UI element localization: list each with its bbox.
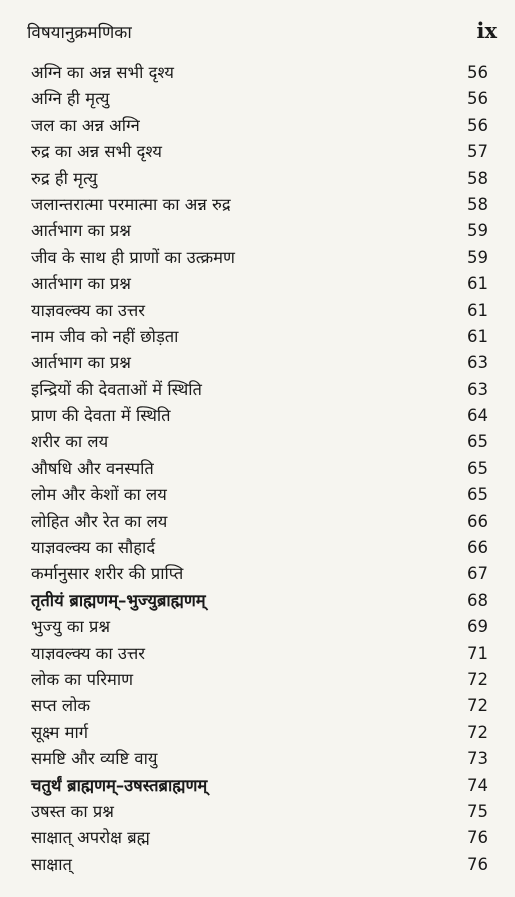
toc-entry: [0, 456, 515, 482]
toc-entry: [0, 271, 515, 297]
toc-entry-title: सूक्ष्म मार्ग: [31, 722, 89, 742]
toc-entry-page: 64: [467, 406, 488, 426]
toc-entry-page: 66: [467, 511, 488, 531]
toc-entry-title: आर्तभाग का प्रश्न: [31, 221, 131, 241]
toc-entry-page: 67: [467, 564, 488, 584]
page-title: विषयानुक्रमणिका: [27, 23, 132, 43]
toc-entry: [0, 403, 515, 429]
toc-entry-title: इन्द्रियों की देवताओं में स्थिति: [31, 379, 202, 399]
toc-entry-title: रुद्र का अन्न सभी दृश्य: [31, 142, 162, 162]
toc-entry-title: भुज्यु का प्रश्न: [31, 617, 111, 637]
toc-entry: [0, 746, 515, 772]
toc-entry-title: सप्त लोक: [31, 696, 91, 716]
toc-entry: [0, 192, 515, 218]
toc-entry-title: लोक का परिमाण: [31, 669, 134, 689]
toc-entry-page: 58: [467, 194, 488, 214]
table-of-contents: [0, 60, 515, 878]
toc-entry-title: साक्षात् अपरोक्ष ब्रह्म: [31, 828, 150, 848]
toc-entry-title: जीव के साथ ही प्राणों का उत्क्रमण: [31, 247, 235, 267]
toc-entry-page: 56: [467, 115, 488, 135]
toc-entry: [0, 166, 515, 192]
toc-entry: [0, 218, 515, 244]
toc-entry-page: 58: [467, 168, 488, 188]
toc-entry-title: लोम और केशों का लय: [31, 485, 167, 505]
toc-entry-page: 65: [467, 458, 488, 478]
toc-entry-title: याज्ञवल्क्य का उत्तर: [31, 643, 146, 663]
toc-entry-title: प्राण की देवता में स्थिति: [31, 406, 171, 426]
toc-entry-title: जलान्तरात्मा परमात्मा का अन्न रुद्र: [31, 194, 231, 214]
toc-entry-title: कर्मानुसार शरीर की प्राप्ति: [31, 564, 184, 584]
toc-entry-page: 72: [467, 696, 488, 716]
toc-entry-title: अग्नि ही मृत्यु: [31, 89, 110, 109]
toc-entry-page: 63: [467, 353, 488, 373]
toc-entry-title: आर्तभाग का प्रश्न: [31, 353, 131, 373]
toc-entry: [0, 298, 515, 324]
toc-entry-page: 61: [467, 326, 488, 346]
toc-entry-page: 72: [467, 722, 488, 742]
toc-entry: [0, 693, 515, 719]
toc-entry-page: 66: [467, 538, 488, 558]
toc-entry-title: लोहित और रेत का लय: [31, 511, 168, 531]
toc-entry-page: 71: [467, 643, 488, 663]
toc-entry: [0, 561, 515, 587]
toc-entry-title: रुद्र ही मृत्यु: [31, 168, 98, 188]
toc-entry: [0, 377, 515, 403]
toc-entry-page: 65: [467, 432, 488, 452]
toc-entry: [0, 429, 515, 455]
toc-entry: [0, 324, 515, 350]
toc-entry-page: 69: [467, 617, 488, 637]
toc-entry: [0, 245, 515, 271]
toc-entry: [0, 799, 515, 825]
toc-entry-title: साक्षात्: [31, 854, 72, 874]
toc-section-heading: [0, 588, 515, 614]
toc-entry: [0, 825, 515, 851]
toc-entry-title: याज्ञवल्क्य का सौहार्द: [31, 538, 156, 558]
toc-entry-page: 73: [467, 749, 488, 769]
toc-entry-title: जल का अन्न अग्नि: [31, 115, 140, 135]
toc-entry-page: 63: [467, 379, 488, 399]
page-number: ix: [476, 18, 497, 43]
toc-entry-page: 59: [467, 221, 488, 241]
toc-entry: [0, 86, 515, 112]
toc-entry-page: 76: [467, 854, 488, 874]
toc-entry: [0, 535, 515, 561]
toc-entry-page: 72: [467, 669, 488, 689]
toc-entry-title: नाम जीव को नहीं छोड़ता: [31, 326, 179, 346]
toc-entry-title: याज्ञवल्क्य का उत्तर: [31, 300, 146, 320]
toc-entry-title: औषधि और वनस्पति: [31, 458, 154, 478]
page-header: [27, 18, 497, 48]
toc-entry: [0, 852, 515, 878]
toc-entry: [0, 482, 515, 508]
toc-entry: [0, 60, 515, 86]
toc-entry: [0, 641, 515, 667]
toc-section-heading: [0, 773, 515, 799]
toc-entry: [0, 720, 515, 746]
toc-entry-page: 68: [467, 590, 488, 610]
toc-entry-title: तृतीयं ब्राह्मणम्–भुज्युब्राह्मणम्: [31, 590, 206, 610]
toc-entry: [0, 614, 515, 640]
toc-entry: [0, 667, 515, 693]
toc-entry-page: 56: [467, 89, 488, 109]
toc-entry-page: 56: [467, 63, 488, 82]
toc-entry-title: अग्नि का अन्न सभी दृश्य: [31, 63, 174, 82]
toc-entry-page: 74: [467, 775, 488, 795]
toc-entry-page: 65: [467, 485, 488, 505]
toc-entry-page: 76: [467, 828, 488, 848]
toc-entry: [0, 350, 515, 376]
toc-entry-page: 61: [467, 300, 488, 320]
toc-entry: [0, 509, 515, 535]
toc-entry: [0, 113, 515, 139]
toc-entry-page: 59: [467, 247, 488, 267]
toc-entry-title: आर्तभाग का प्रश्न: [31, 274, 131, 294]
toc-entry-title: उषस्त का प्रश्न: [31, 801, 114, 821]
toc-entry-page: 61: [467, 274, 488, 294]
toc-entry-title: शरीर का लय: [31, 432, 109, 452]
toc-entry: [0, 139, 515, 165]
toc-entry-title: चतुर्थं ब्राह्मणम्–उषस्तब्राह्मणम्: [31, 775, 208, 795]
toc-entry-page: 75: [467, 801, 488, 821]
toc-entry-title: समष्टि और व्यष्टि वायु: [31, 749, 158, 769]
toc-entry-page: 57: [467, 142, 488, 162]
